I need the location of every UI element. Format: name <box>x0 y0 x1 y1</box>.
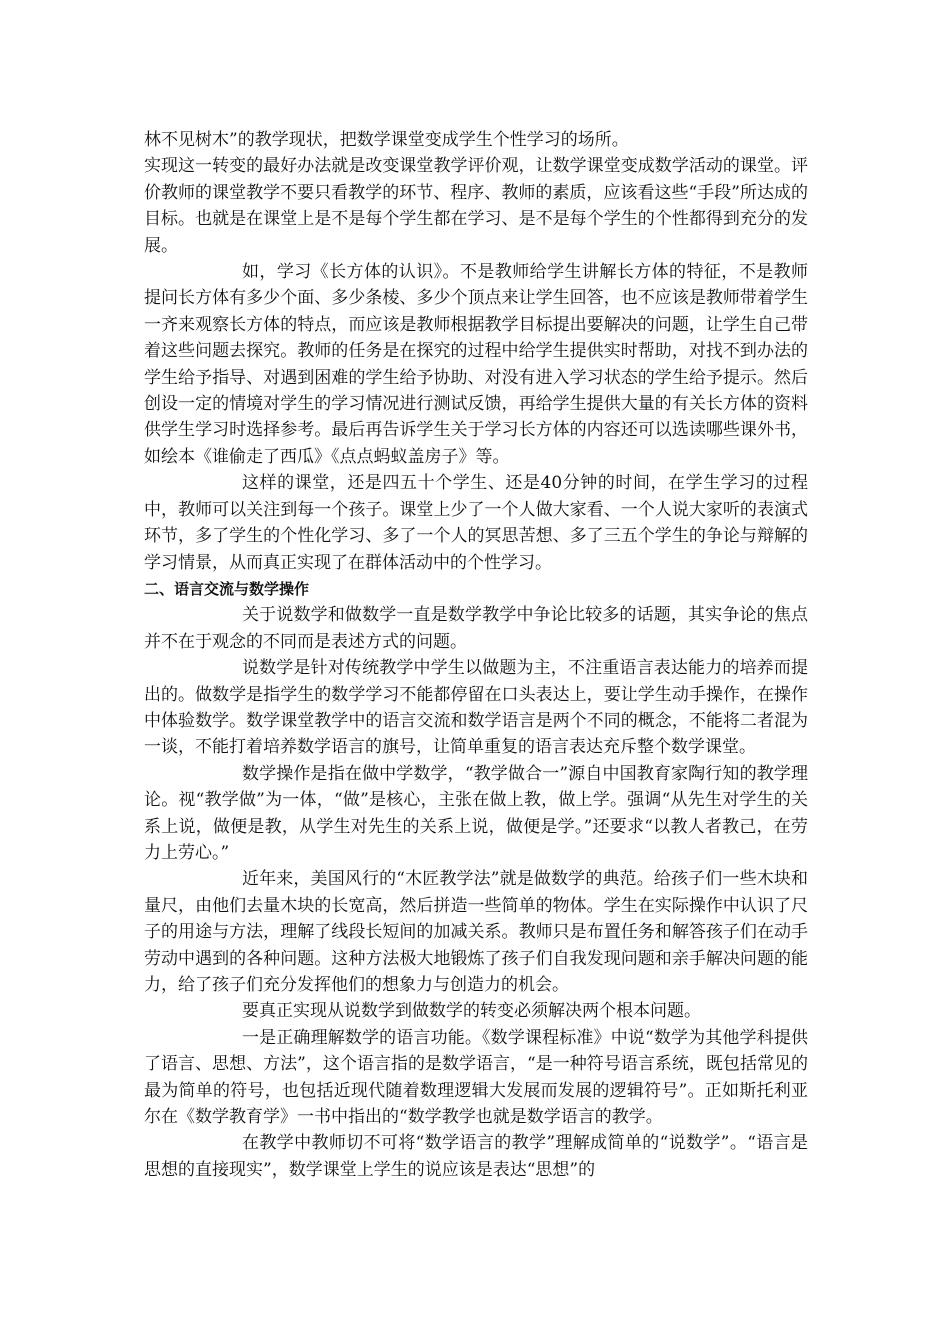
paragraph-cuboid-example: 如，学习《长方体的认识》。不是教师给学生讲解长方体的特征，不是教师提问长方体有多少个面、多少条棱、多少个顶点来让学生回答，也不应该是教师带着学生一齐来观察长方体的特点，而应该是教师根据教学目标提出要解决的问题，让学生自己带着这些问题去探究。教师的任务是在探究的过程中给学生提供实时帮助，对找不到办法的学生给予指导、对遇到困难的学生给予协助、对没有进入学习状态的学生给予提示。然后创设一定的情境对学生的学习情况进行测试反馈，再给学生提供大量的有关长方体的资料供学生学习时选择参考。最后再告诉学生关于学习长方体的内容还可以选读哪些课外书，如绘本《谁偷走了西瓜》《点点蚂蚁盖房子》等。 <box>144 262 808 467</box>
paragraph-classroom: 这样的课堂，还是四五十个学生、还是40分钟的时间，在学生学习的过程中，教师可以关注到每一个孩子。课堂上少了一个人做大家看、一个人说大家听的表演式环节，多了学生的个性化学习、多了一个人的冥思苦想、多了三五个学生的争论与辩解的学习情景，从而真正实现了在群体活动中的个性学习。 <box>144 473 808 573</box>
paragraph-evaluation: 实现这一转变的最好办法就是改变课堂教学评价观，让数学课堂变成数学活动的课堂。评价教师的课堂教学不要只看教学的环节、程序、教师的素质，应该看这些“手段”所达成的目标。也就是在课堂上是不是每个学生都在学习、是不是每个学生的个性都得到充分的发展。 <box>144 156 808 256</box>
paragraph-talk-math: 说数学是针对传统教学中学生以做题为主，不注重语言表达能力的培养而提出的。做数学是指学生的数学学习不能都停留在口头表达上，要让学生动手操作，在操作中体验数学。数学课堂教学中的语言交流和数学语言是两个不同的概念，不能将二者混为一谈，不能打着培养数学语言的旗号，让简单重复的语言表达充斥整个数学课堂。 <box>144 658 808 758</box>
paragraph-math-operation: 数学操作是指在做中学数学，“教学做合一”源自中国教育家陶行知的教学理论。视“教学做”为一体，“做”是核心，主张在做上教，做上学。强调“从先生对学生的关系上说，做便是教，从学生对先生的关系上说，做便是学。”还要求“以教人者教己，在劳力上劳心。” <box>144 763 808 863</box>
paragraph-talk-and-do: 关于说数学和做数学一直是数学教学中争论比较多的话题，其实争论的焦点并不在于观念的不同而是表述方式的问题。 <box>144 605 808 652</box>
paragraph-language-function: 一是正确理解数学的语言功能。《数学课程标准》中说“数学为其他学科提供了语言、思想、方法”，这个语言指的是数学语言，“是一种符号语言系统，既包括常见的最为简单的符号，也包括近现代随着数理逻辑大发展而发展的逻辑符号”。正如斯托利亚尔在《数学教育学》一书中指出的“数学教学也就是数学语言的教学。 <box>144 1027 808 1128</box>
paragraph-continuation: 林不见树木”的教学现状，把数学课堂变成学生个性学习的场所。 <box>144 130 629 150</box>
paragraph-carpenter-method: 近年来，美国风行的“木匠教学法”就是做数学的典范。给孩子们一些木块和量尺，由他们去量木块的长宽高，然后拼造一些简单的物体。学生在实际操作中认识了尺子的用途与方法，理解了线段长短间的加减关系。教师只是布置任务和解答孩子们在动手劳动中遇到的各种问题。这种方法极大地锻炼了孩子们自我发现问题和亲手解决问题的能力，给了孩子们充分发挥他们的想象力与创造力的机会。 <box>144 869 808 995</box>
paragraph-two-problems: 要真正实现从说数学到做数学的转变必须解决两个根本问题。 <box>242 1001 701 1022</box>
section-heading: 二、语言交流与数学操作 <box>144 579 310 598</box>
paragraph-teaching-caution: 在教学中教师切不可将“数学语言的教学”理解成简单的“说数学”。“语言是思想的直接现实”，数学课堂上学生的说应该是表达“思想”的 <box>144 1133 808 1180</box>
document-body <box>144 127 808 1183</box>
